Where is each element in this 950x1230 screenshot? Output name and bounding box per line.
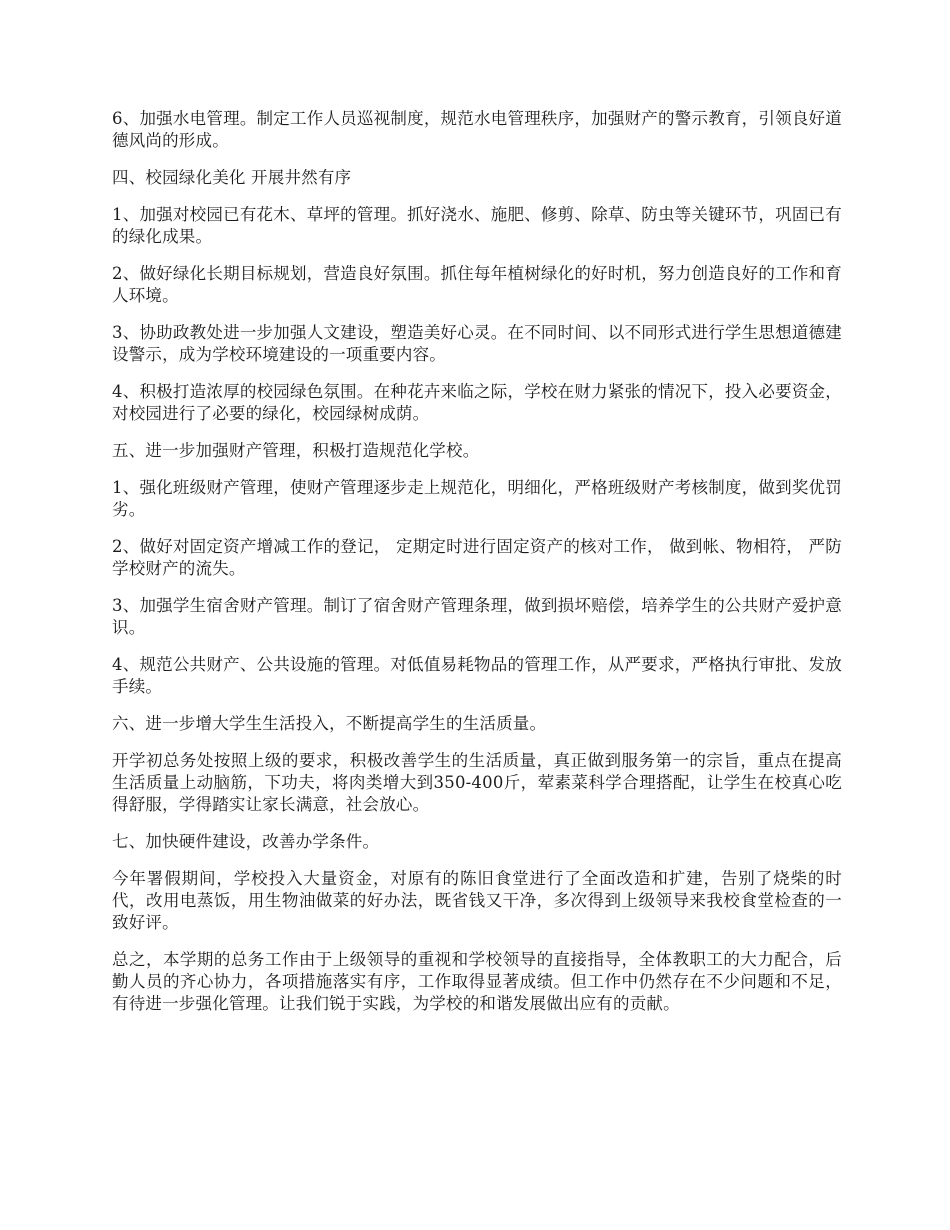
document-page (112, 108, 842, 1030)
paragraph-greening-2: 2、做好绿化长期目标规划，营造良好氛围。抓住每年植树绿化的好时机，努力创造良好的工作和育人环境。 (112, 264, 842, 305)
paragraph-property-1: 1、强化班级财产管理，使财产管理逐步走上规范化，明细化，严格班级财产考核制度，做到奖优罚劣。 (112, 478, 842, 519)
heading-student-life: 六、进一步增大学生生活投入，不断提高学生的生活质量。 (112, 714, 547, 733)
paragraph-greening-3: 3、协助政教处进一步加强人文建设，塑造美好心灵。在不同时间、以不同形式进行学生思想道德建设警示，成为学校环境建设的一项重要内容。 (112, 323, 842, 364)
heading-campus-greening: 四、校园绿化美化 开展井然有序 (112, 168, 352, 187)
heading-property-management: 五、进一步加强财产管理，积极打造规范化学校。 (112, 441, 480, 460)
paragraph-water-electricity: 6、加强水电管理。制定工作人员巡视制度，规范水电管理秩序，加强财产的警示教育，引领良好道德风尚的形成。 (112, 109, 842, 150)
paragraph-summary: 总之，本学期的总务工作由于上级领导的重视和学校领导的直接指导，全体教职工的大力配合，后勤人员的齐心协力，各项措施落实有序，工作取得显著成绩。但工作中仍然存在不少问题和不足，有待进一步强化管理。让我们锐于实践，为学校的和谐发展做出应有的贡献。 (112, 950, 842, 1013)
paragraph-greening-4: 4、积极打造浓厚的校园绿色氛围。在种花卉来临之际，学校在财力紧张的情况下，投入必要资金，对校园进行了必要的绿化，校园绿树成荫。 (112, 382, 842, 423)
paragraph-student-life: 开学初总务处按照上级的要求，积极改善学生的生活质量，真正做到服务第一的宗旨，重点在提高生活质量上动脑筋，下功夫，将肉类增大到350-400斤，荤素菜科学合理搭配，让学生在校真心吃得舒服，学得踏实让家长满意，社会放心。 (112, 751, 842, 814)
heading-hardware-construction: 七、加快硬件建设，改善办学条件。 (112, 832, 380, 851)
paragraph-greening-1: 1、加强对校园已有花木、草坪的管理。抓好浇水、施肥、修剪、除草、防虫等关键环节，巩固已有的绿化成果。 (112, 205, 842, 246)
paragraph-hardware: 今年署假期间，学校投入大量资金，对原有的陈旧食堂进行了全面改造和扩建，告别了烧柴的时代，改用电蒸饭，用生物油做菜的好办法，既省钱又干净，多次得到上级领导来我校食堂检查的一致好评。 (112, 869, 842, 932)
paragraph-property-3: 3、加强学生宿舍财产管理。制订了宿舍财产管理条理，做到损坏赔偿，培养学生的公共财产爱护意识。 (112, 596, 842, 637)
paragraph-property-2: 2、做好对固定资产增减工作的登记， 定期定时进行固定资产的核对工作， 做到帐、物相符， 严防学校财产的流失。 (112, 537, 842, 578)
paragraph-property-4: 4、规范公共财产、公共设施的管理。对低值易耗物品的管理工作，从严要求，严格执行审批、发放手续。 (112, 655, 842, 696)
